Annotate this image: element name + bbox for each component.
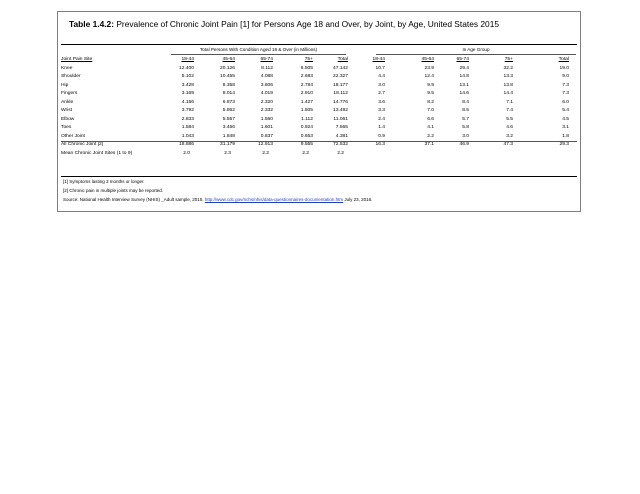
percent-cell: 9.9 (427, 82, 434, 88)
percent-cell: 2.7 (378, 91, 385, 97)
row-site-label: All Chronic Joint [2] (61, 142, 104, 148)
total-row-rule (61, 141, 577, 142)
count-cell: 8.358 (222, 82, 235, 88)
row-site-label: Knee (61, 65, 73, 71)
row-site-label: Elbow (61, 116, 75, 122)
percent-cell: 13.8 (503, 82, 513, 88)
percent-cell: 7.0 (427, 108, 434, 114)
count-cell: 3.428 (181, 82, 194, 88)
count-cell: 2.320 (260, 99, 273, 105)
column-header-count: 18-44 (181, 57, 194, 62)
count-cell: 9.555 (300, 142, 313, 148)
mean-cell: 2.3 (224, 151, 231, 156)
count-cell: 12.913 (258, 142, 273, 148)
percent-cell: 7.3 (562, 82, 569, 88)
column-header-percent: 65-74 (456, 57, 469, 62)
percent-cell: 8.5 (462, 108, 469, 114)
count-cell: 47.142 (333, 65, 348, 71)
row-site-label: Fingers (61, 91, 78, 97)
percent-cell: 14.6 (459, 91, 469, 97)
table-number: Table 1.4.2: (69, 19, 114, 29)
percent-cell: 5.8 (462, 125, 469, 131)
mean-cell: 2.2 (302, 151, 309, 156)
count-cell: 1.584 (181, 125, 194, 131)
title-rule (61, 44, 577, 45)
count-cell: 1.848 (222, 133, 235, 139)
percent-cell: 7.1 (506, 99, 513, 105)
count-cell: 12.400 (179, 65, 194, 71)
row-site-label: Toes (61, 125, 72, 131)
percent-cell: 4.6 (506, 125, 513, 131)
count-cell: 18.886 (179, 142, 194, 148)
column-header-percent: 75+ (504, 57, 513, 62)
count-cell: 8.112 (261, 65, 273, 71)
count-cell: 20.126 (220, 65, 235, 71)
percent-cell: 5.7 (462, 116, 469, 122)
count-cell: 2.910 (300, 91, 313, 97)
percent-cell: 46.9 (459, 142, 469, 148)
percent-cell: 3.3 (378, 108, 385, 114)
percent-cell: 1.8 (562, 133, 569, 139)
percent-cell: 13.3 (503, 74, 513, 80)
count-cell: 0.924 (300, 125, 313, 131)
percent-cell: 12.4 (424, 74, 434, 80)
count-cell: 3.169 (181, 91, 194, 97)
count-cell: 4.019 (260, 91, 273, 97)
column-header-site: Joint Pain Site (61, 57, 93, 62)
count-cell: 4.088 (260, 74, 273, 80)
count-cell: 5.862 (222, 108, 235, 114)
percent-cell: 29.4 (459, 65, 469, 71)
percent-cell: 9.5 (427, 91, 434, 97)
count-cell: 0.653 (300, 133, 313, 139)
percent-cell: 0.9 (378, 133, 385, 139)
count-cell: 14.776 (333, 99, 348, 105)
percent-cell: 3.0 (378, 82, 385, 88)
count-cell: 5.557 (222, 116, 235, 122)
percent-cell: 19.0 (559, 65, 569, 71)
column-header-count: Total (337, 57, 348, 62)
source-note (63, 197, 372, 202)
column-header-percent: 45-64 (421, 57, 434, 62)
count-cell: 2.784 (300, 82, 313, 88)
count-cell: 13.492 (333, 108, 348, 114)
column-header-count: 65-74 (260, 57, 273, 62)
percent-cell: 3.1 (562, 125, 569, 131)
percent-cell: 6.0 (562, 99, 569, 105)
count-cell: 6.505 (300, 65, 313, 71)
group-rule-total (171, 54, 346, 55)
row-site-label: Shoulder (61, 74, 81, 80)
percent-cell: 2.2 (427, 133, 434, 139)
percent-cell: 29.3 (559, 142, 569, 148)
source-prefix: Source: National Health Interview Survey (NHIS) _Adult sample, 2015. (63, 197, 205, 202)
count-cell: 7.565 (335, 125, 348, 131)
percent-cell: 6.6 (427, 116, 434, 122)
percent-cell: 1.4 (378, 125, 385, 131)
count-cell: 18.112 (333, 91, 348, 97)
count-cell: 0.837 (260, 133, 273, 139)
percent-cell: 9.0 (562, 74, 569, 80)
table-sheet (57, 11, 581, 212)
percent-cell: 4.4 (378, 74, 385, 80)
count-cell: 2.683 (300, 74, 313, 80)
percent-cell: 7.3 (562, 91, 569, 97)
row-site-label: Wrist (61, 108, 73, 114)
percent-cell: 3.0 (462, 133, 469, 139)
row-site-label: Hip (61, 82, 69, 88)
row-site-label: Other Joint (61, 133, 85, 139)
percent-cell: 14.4 (503, 91, 513, 97)
percent-cell: 13.1 (459, 82, 469, 88)
percent-cell: 5.5 (506, 116, 513, 122)
percent-cell: 16.3 (375, 142, 385, 148)
count-cell: 6.873 (222, 99, 235, 105)
group-header-total: Total Persons With Condition Aged 18 & Over (in Millions) (199, 47, 318, 52)
percent-cell: 5.4 (562, 108, 569, 114)
footnote-1: [1] Symptoms lasting 3 months or longer. (63, 179, 145, 184)
column-header-count: 45-64 (222, 57, 235, 62)
percent-cell: 47.3 (503, 142, 513, 148)
count-cell: 10.455 (220, 74, 235, 80)
count-cell: 4.156 (181, 99, 194, 105)
count-cell: 3.456 (222, 125, 235, 131)
column-header-percent: 18-44 (372, 57, 385, 62)
percent-cell: 4.1 (427, 125, 434, 131)
count-cell: 1.112 (301, 116, 313, 122)
count-cell: 22.327 (333, 74, 348, 80)
footnote-2: [2] Chronic pain in multiple joints may be reported. (63, 188, 164, 193)
count-cell: 18.177 (333, 82, 348, 88)
percent-cell: 8.2 (427, 99, 434, 105)
percent-cell: 37.1 (424, 142, 434, 148)
percent-cell: 14.8 (459, 74, 469, 80)
count-cell: 8.014 (222, 91, 235, 97)
percent-cell: 4.5 (562, 116, 569, 122)
count-cell: 1.427 (300, 99, 313, 105)
percent-cell: 7.4 (506, 108, 513, 114)
count-cell: 3.792 (181, 108, 194, 114)
count-cell: 5.102 (181, 74, 194, 80)
column-header-percent: Total (558, 57, 569, 62)
column-header-count: 75+ (304, 57, 313, 62)
table-title (69, 19, 499, 29)
count-cell: 2.332 (260, 108, 273, 114)
group-rule-percent (376, 54, 576, 55)
mean-cell: 2.2 (262, 151, 269, 156)
count-cell: 1.601 (260, 125, 273, 131)
group-header-percent: In Age Group (462, 47, 490, 52)
percent-cell: 32.2 (503, 65, 513, 71)
count-cell: 1.043 (181, 133, 194, 139)
count-cell: 72.532 (333, 142, 348, 148)
source-link[interactable]: http://www.cdc.gov/nchs/nhis/data-questionnaires-documentation.htm (204, 197, 344, 202)
percent-cell: 23.9 (424, 65, 434, 71)
percent-cell: 8.4 (462, 99, 469, 105)
table-title-text: Prevalence of Chronic Joint Pain [1] for Persons Age 18 and Over, by Joint, by Age, United States 2015 (114, 19, 500, 29)
footer-rule (61, 176, 577, 177)
percent-cell: 10.7 (375, 65, 385, 71)
mean-cell: 2.0 (183, 151, 190, 156)
mean-cell: 2.2 (337, 151, 344, 156)
count-cell: 2.833 (181, 116, 194, 122)
count-cell: 3.606 (260, 82, 273, 88)
count-cell: 1.505 (300, 108, 313, 114)
source-suffix: July 23, 2016. (343, 197, 373, 202)
count-cell: 4.381 (335, 133, 348, 139)
count-cell: 1.560 (260, 116, 273, 122)
count-cell: 31.179 (220, 142, 235, 148)
percent-cell: 3.2 (506, 133, 513, 139)
percent-cell: 2.4 (378, 116, 385, 122)
mean-row-label: Mean Chronic Joint Sites (1 to 9) (61, 151, 133, 156)
count-cell: 11.061 (333, 116, 348, 122)
percent-cell: 3.6 (378, 99, 385, 105)
row-site-label: Ankle (61, 99, 74, 105)
